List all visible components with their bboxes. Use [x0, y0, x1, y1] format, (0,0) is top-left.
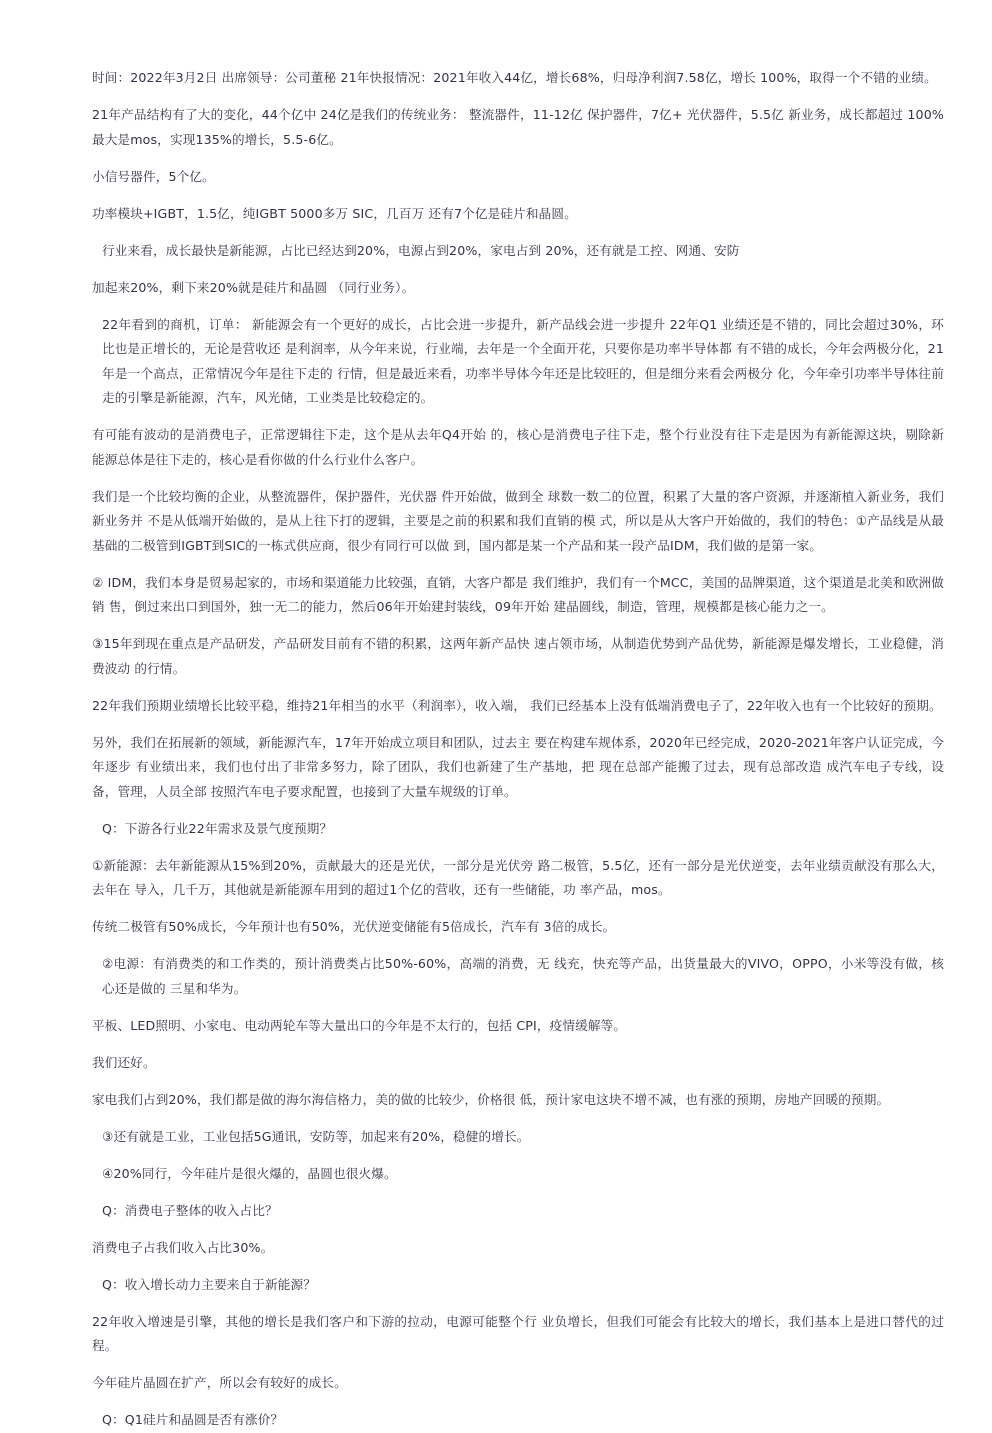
paragraph: 我们是一个比较均衡的企业，从整流器件，保护器件，光伏器 件开始做，做到全 球数一数二的位置，积累了大量的客户资源，并逐渐植入新业务，我们新业务并 不是从低端开始做的，是从上往下打的逻辑，主要是之前的积累和我们直销的模 式，所以是从大客户开始做的，我们的特色：①产品线是从最基础的二极管到IGBT到SIC的一栋式供应商，很少有同行可以做 到，国内都是某一个产品和某一段产品IDM，我们做的是第一家。 — [92, 488, 944, 553]
paragraph: 我们还好。 — [92, 1054, 156, 1070]
paragraph: 另外，我们在拓展新的领域，新能源汽车，17年开始成立项目和团队，过去主 要在构建车规体系，2020年已经完成，2020-2021年客户认证完成，今年逐步 有业绩出来，我们也付出了非常多努力，除了团队，我们也新建了生产基地，把 现在总部产能搬了过去，现有总部改造 成汽车电子专线，设备，管理，人员全部 按照汽车电子要求配置，也接到了大量车规级的订单。 — [92, 734, 944, 799]
paragraph: 平板、LED照明、小家电、电动两轮车等大量出口的今年是不太行的，包括 CPI，疫情缓解等。 — [92, 1017, 627, 1033]
paragraph: ②电源：有消费类的和工作类的，预计消费类占比50%-60%，高端的消费，无 线充，快充等产品，出货量最大的VIVO，OPPO，小米等没有做，核心还是做的 三星和华为。 — [102, 956, 944, 996]
paragraph: 22年我们预期业绩增长比较平稳，维持21年相当的水平（利润率），收入端， 我们已经基本上没有低端消费电子了，22年收入也有一个比较好的预期。 — [92, 697, 942, 713]
paragraph: Q：消费电子整体的收入占比？ — [102, 1202, 278, 1218]
paragraph: 有可能有波动的是消费电子，正常逻辑往下走，这个是从去年Q4开始 的，核心是消费电子往下走，整个行业没有往下走是因为有新能源这块，剔除新 能源总体是往下走的，核心是看你做的什么行业什么客户。 — [92, 427, 944, 467]
paragraph: 今年硅片晶圆在扩产，所以会有较好的成长。 — [92, 1375, 347, 1390]
paragraph: 行业来看，成长最快是新能源，占比已经达到20%，电源占到20%，家电占到 20%，还有就是工控、网通、安防 — [102, 242, 740, 258]
paragraph: Q：收入增长动力主要来自于新能源？ — [102, 1276, 316, 1292]
paragraph: 加起来20%，剩下来20%就是硅片和晶圆 （同行业务）。 — [92, 279, 415, 295]
paragraph: 21年产品结构有了大的变化，44个亿中 24亿是我们的传统业务： 整流器件，11-12亿 保护器件，7亿+ 光伏器件，5.5亿 新业务，成长都超过 100% 最大是mos，实现135%的增长，5.5-6亿。 — [92, 107, 944, 147]
paragraph: 功率模块+IGBT，1.5亿，纯IGBT 5000多万 SIC，几百万 还有7个亿是硅片和晶圆。 — [92, 205, 577, 221]
paragraph: Q：Q1硅片和晶圆是否有涨价？ — [102, 1412, 284, 1427]
paragraph: ④20%同行，今年硅片是很火爆的，晶圆也很火爆。 — [102, 1165, 397, 1181]
document-body — [92, 66, 944, 1433]
paragraph: 传统二极管有50%成长，今年预计也有50%，光伏逆变储能有5倍成长，汽车有 3倍的成长。 — [92, 919, 616, 934]
paragraph: 22年收入增速是引擎，其他的增长是我们客户和下游的拉动，电源可能整个行 业负增长，但我们可能会有比较大的增长，我们基本上是进口替代的过程。 — [92, 1313, 944, 1353]
paragraph: 时间：2022年3月2日 出席领导：公司董秘 21年快报情况：2021年收入44亿，增长68%，归母净利润7.58亿，增长 100%，取得一个不错的业绩。 — [92, 70, 937, 85]
paragraph: ② IDM，我们本身是贸易起家的，市场和渠道能力比较强，直销，大客户都是 我们维护，我们有一个MCC，美国的品牌渠道，这个渠道是北美和欧洲做销 售，倒过来出口到国外，独一无二的能力，然后06年开始建封装线，09年开始 建晶圆线，制造，管理，规模都是核心能力之一。 — [92, 574, 944, 614]
paragraph: ①新能源：去年新能源从15%到20%，贡献最大的还是光伏，一部分是光伏旁 路二极管，5.5亿，还有一部分是光伏逆变，去年业绩贡献没有那么大，去年在 导入，几千万，其他就是新能源车用到的超过1个亿的营收，还有一些储能，功 率产品，mos。 — [92, 857, 944, 897]
paragraph: Q：下游各行业22年需求及景气度预期？ — [102, 820, 333, 836]
paragraph: ③15年到现在重点是产品研发，产品研发目前有不错的积累，这两年新产品快 速占领市场，从制造优势到产品优势，新能源是爆发增长，工业稳健，消费波动 的行情。 — [92, 636, 944, 676]
paragraph: 消费电子占我们收入占比30%。 — [92, 1239, 274, 1255]
paragraph: 22年看到的商机，订单： 新能源会有一个更好的成长，占比会进一步提升，新产品线会进一步提升 22年Q1 业绩还是不错的，同比会超过30%，环比也是正增长的，无论是营收还 是利润率，从今年来说，行业端，去年是一个全面开花，只要你是功率半导体都 有不错的成长，今年会两极分化，21年是一个高点，正常情况今年是往下走的 行情，但是最近来看，功率半导体今年还是比较旺的，但是细分来看会两极分 化，今年牵引功率半导体往前走的引擎是新能源，汽车，风光储，工业类是比较稳定的。 — [102, 316, 944, 405]
paragraph: 小信号器件，5个亿。 — [92, 168, 215, 184]
paragraph: 家电我们占到20%，我们都是做的海尔海信格力，美的做的比较少，价格很 低，预计家电这块不增不减，也有涨的预期，房地产回暖的预期。 — [92, 1091, 890, 1107]
paragraph: ③还有就是工业，工业包括5G通讯，安防等，加起来有20%，稳健的增长。 — [102, 1128, 530, 1144]
